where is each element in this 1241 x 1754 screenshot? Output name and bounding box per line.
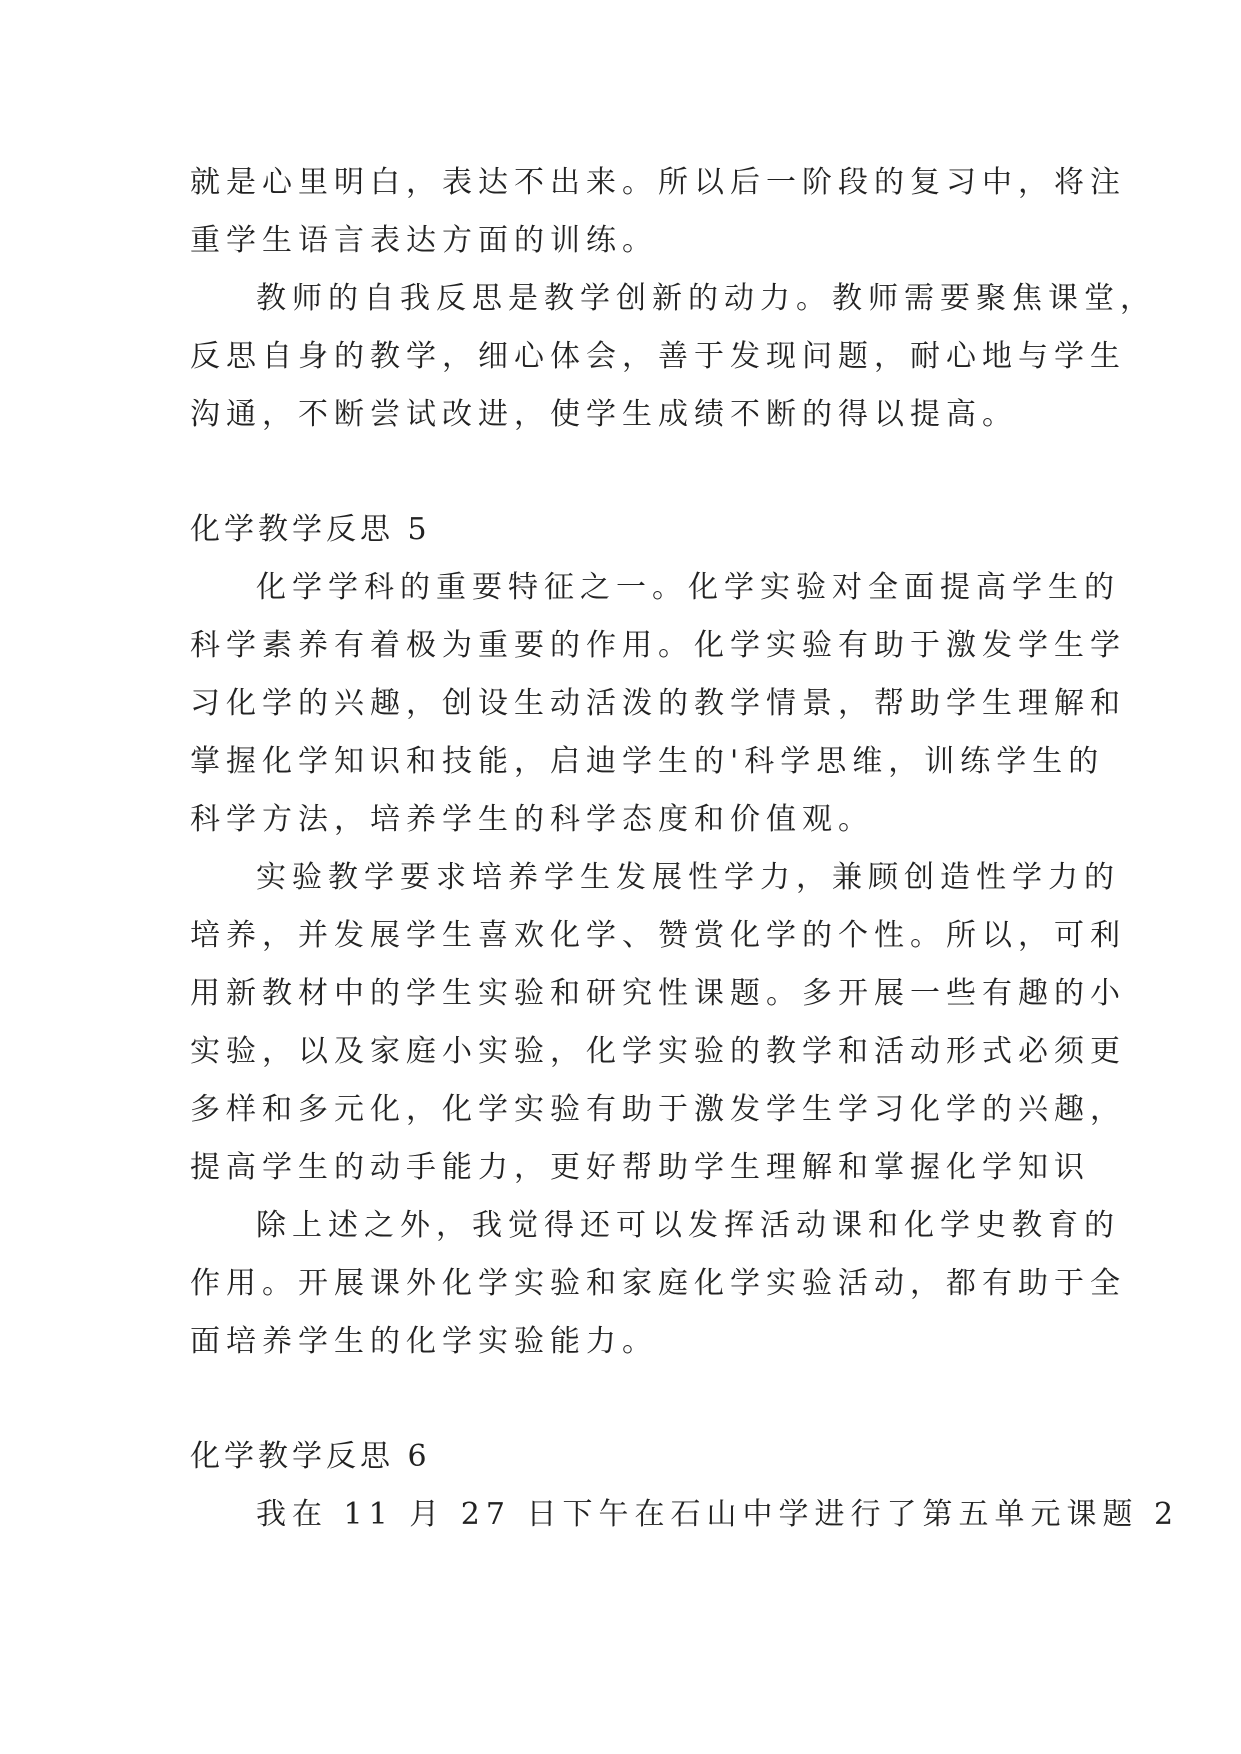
paragraph-first-line: 我在 11 月 27 日下午在石山中学进行了第五单元课题 2 [256, 1497, 1180, 1532]
paragraph-first-line: 除上述之外，我觉得还可以发挥活动课和化学史教育的 [256, 1208, 1120, 1243]
text-line: 就是心里明白，表达不出来。所以后一阶段的复习中，将注 [190, 165, 1126, 200]
text-line: 科学素养有着极为重要的作用。化学实验有助于激发学生学 [190, 628, 1126, 663]
text-line: 作用。开展课外化学实验和家庭化学实验活动，都有助于全 [190, 1266, 1126, 1301]
text-line: 沟通，不断尝试改进，使学生成绩不断的得以提高。 [190, 397, 1018, 432]
text-line: 提高学生的动手能力，更好帮助学生理解和掌握化学知识 [190, 1150, 1090, 1185]
paragraph-first-line: 教师的自我反思是教学创新的动力。教师需要聚焦课堂， [256, 281, 1156, 316]
paragraph-first-line: 实验教学要求培养学生发展性学力，兼顾创造性学力的 [256, 860, 1120, 895]
text-line: 反思自身的教学，细心体会，善于发现问题，耐心地与学生 [190, 339, 1126, 374]
text-line: 实验，以及家庭小实验，化学实验的教学和活动形式必须更 [190, 1034, 1126, 1069]
section-heading-5: 化学教学反思 5 [190, 512, 431, 547]
text-line: 培养，并发展学生喜欢化学、赞赏化学的个性。所以，可利 [190, 918, 1126, 953]
text-line: 习化学的兴趣，创设生动活泼的教学情景，帮助学生理解和 [190, 686, 1126, 721]
text-line: 面培养学生的化学实验能力。 [190, 1324, 658, 1359]
section-heading-6: 化学教学反思 6 [190, 1439, 431, 1474]
text-line: 用新教材中的学生实验和研究性课题。多开展一些有趣的小 [190, 976, 1126, 1011]
text-line: 多样和多元化，化学实验有助于激发学生学习化学的兴趣， [190, 1092, 1126, 1127]
text-line: 科学方法，培养学生的科学态度和价值观。 [190, 802, 874, 837]
paragraph-first-line: 化学学科的重要特征之一。化学实验对全面提高学生的 [256, 570, 1120, 605]
text-line: 重学生语言表达方面的训练。 [190, 223, 658, 258]
text-line: 掌握化学知识和技能，启迪学生的'科学思维，训练学生的 [190, 744, 1105, 779]
